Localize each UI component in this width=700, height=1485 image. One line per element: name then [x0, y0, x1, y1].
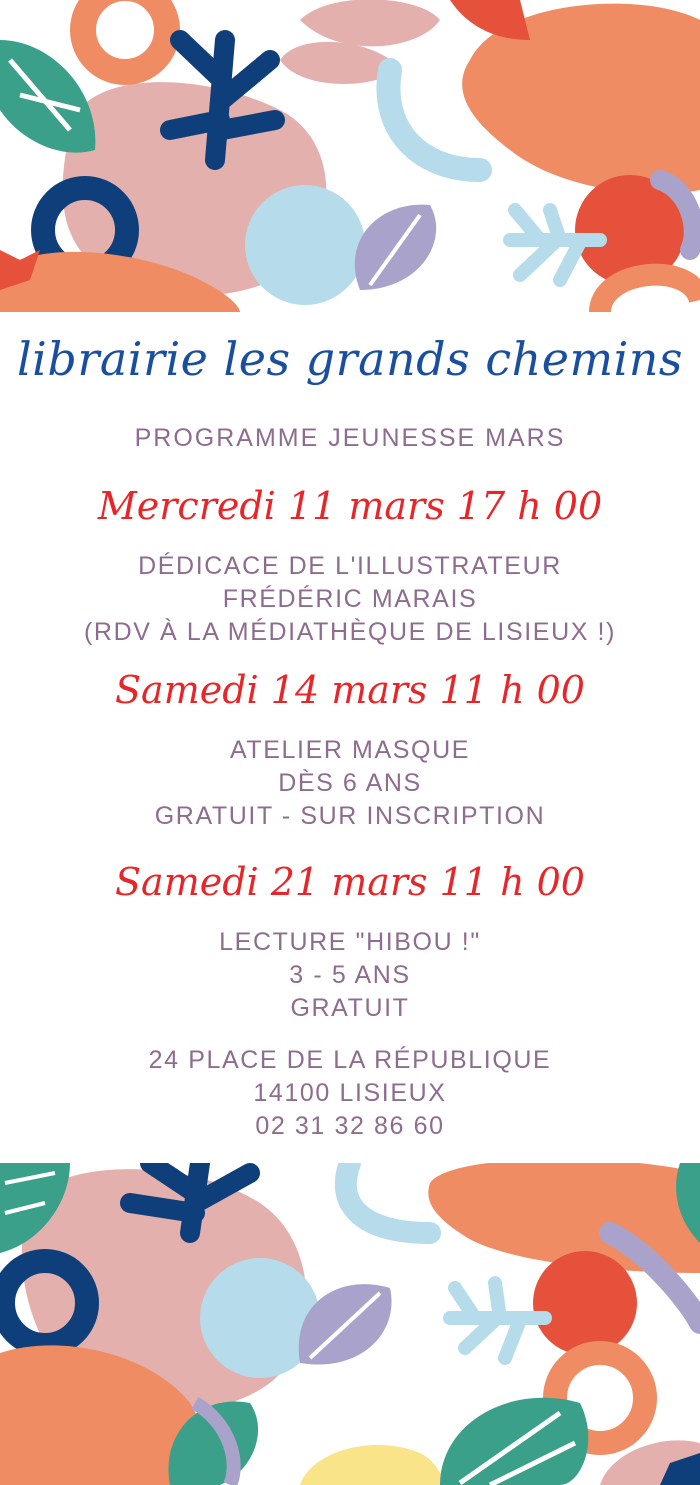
- event-1-line-3: (RDV À LA MÉDIATHÈQUE DE LISIEUX !): [83, 618, 617, 646]
- event-2-date: Samedi 14 mars 11 h 00: [115, 668, 585, 712]
- event-3-line-1: LECTURE "HIBOU !": [219, 928, 481, 956]
- abstract-shapes-illustration: [0, 0, 700, 312]
- event-3-date: Samedi 21 mars 11 h 00: [115, 860, 585, 904]
- event-1-line-1: DÉDICACE DE L'ILLUSTRATEUR: [138, 552, 562, 580]
- bottom-decoration: [0, 1163, 700, 1485]
- store-name-title: librairie les grands chemins: [16, 332, 684, 386]
- top-decoration: [0, 0, 700, 312]
- abstract-shapes-illustration-bottom: [0, 1163, 700, 1485]
- phone-number: 02 31 32 86 60: [255, 1112, 445, 1140]
- event-2-line-2: DÈS 6 ANS: [278, 769, 422, 797]
- event-3-line-3: GRATUIT: [290, 994, 410, 1022]
- program-content: [0, 312, 700, 1163]
- event-1-line-2: FRÉDÉRIC MARAIS: [222, 585, 478, 613]
- event-1-date: Mercredi 11 mars 17 h 00: [97, 484, 603, 528]
- event-3-line-2: 3 - 5 ANS: [289, 961, 411, 989]
- address-city: 14100 LISIEUX: [253, 1079, 447, 1107]
- program-subtitle: PROGRAMME JEUNESSE MARS: [134, 424, 566, 452]
- address-street: 24 PLACE DE LA RÉPUBLIQUE: [148, 1046, 552, 1074]
- event-2-line-3: GRATUIT - SUR INSCRIPTION: [154, 802, 546, 830]
- event-2-line-1: ATELIER MASQUE: [229, 736, 471, 764]
